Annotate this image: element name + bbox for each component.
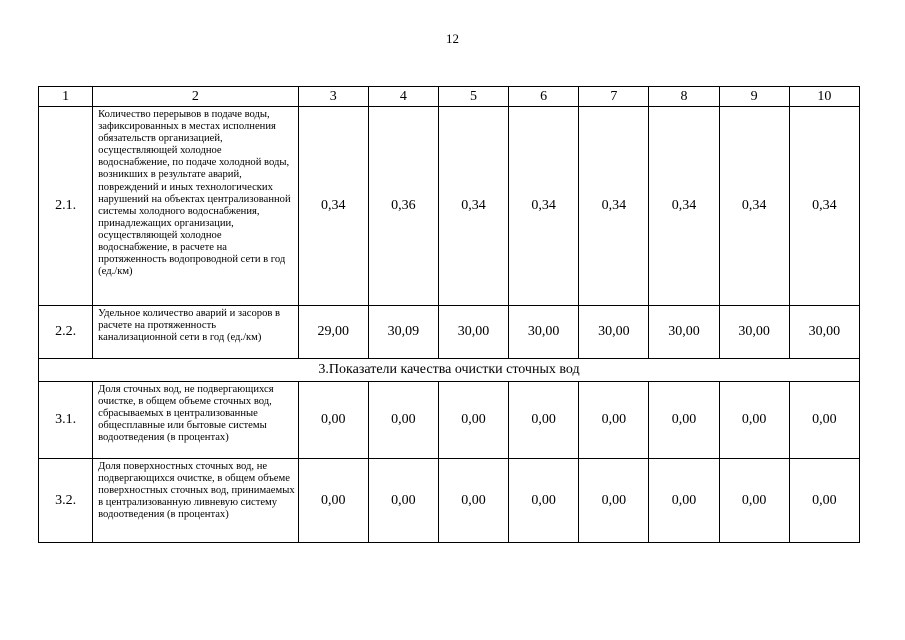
- section-row: [39, 359, 860, 382]
- value-cell: 0,00: [438, 382, 508, 459]
- value-cell: 30,09: [368, 306, 438, 359]
- value-cell: 0,34: [579, 107, 649, 306]
- header-cell: 6: [509, 87, 579, 107]
- value-cell: 0,00: [789, 382, 859, 459]
- value-cell: 0,00: [298, 459, 368, 543]
- row-description: Доля сточных вод, не подвергающихся очистке, в общем объеме сточных вод, сбрасываемых в централизованные общесплавные или бытовые системы водоотведения (в процентах): [93, 382, 299, 459]
- value-cell: 0,00: [719, 459, 789, 543]
- header-cell: 2: [93, 87, 299, 107]
- header-cell: 8: [649, 87, 719, 107]
- table-row: [39, 459, 860, 543]
- value-cell: 0,00: [509, 382, 579, 459]
- value-cell: 0,34: [438, 107, 508, 306]
- indicators-table: [38, 86, 860, 543]
- value-cell: 0,34: [789, 107, 859, 306]
- table-row: [39, 306, 860, 359]
- row-description: Количество перерывов в подаче воды, зафиксированных в местах исполнения обязательств организацией, осуществляющей холодное водоснабжение, по подаче холодной воды, возникших в результате аварий, повреждений и иных технологических нарушений на объектах централизованной системы холодного водоснабжения, принадлежащих организации, осуществляющей холодное водоснабжение, в расчете на протяженность водопроводной сети в год (ед./км): [93, 107, 299, 306]
- value-cell: 0,36: [368, 107, 438, 306]
- value-cell: 30,00: [789, 306, 859, 359]
- value-cell: 30,00: [509, 306, 579, 359]
- value-cell: 0,34: [649, 107, 719, 306]
- section-title: 3.Показатели качества очистки сточных вод: [39, 359, 860, 382]
- header-row: [39, 87, 860, 107]
- row-number: 3.2.: [39, 459, 93, 543]
- value-cell: 0,34: [298, 107, 368, 306]
- row-number: 2.1.: [39, 107, 93, 306]
- value-cell: 0,00: [789, 459, 859, 543]
- value-cell: 0,34: [509, 107, 579, 306]
- value-cell: 0,00: [579, 382, 649, 459]
- header-cell: 1: [39, 87, 93, 107]
- value-cell: 30,00: [438, 306, 508, 359]
- table-row: [39, 382, 860, 459]
- value-cell: 30,00: [579, 306, 649, 359]
- row-description: Удельное количество аварий и засоров в расчете на протяженность канализационной сети в год (ед./км): [93, 306, 299, 359]
- value-cell: 29,00: [298, 306, 368, 359]
- value-cell: 0,34: [719, 107, 789, 306]
- page-number: 12: [446, 31, 459, 46]
- value-cell: 0,00: [579, 459, 649, 543]
- value-cell: 0,00: [719, 382, 789, 459]
- value-cell: 0,00: [298, 382, 368, 459]
- row-number: 2.2.: [39, 306, 93, 359]
- value-cell: 0,00: [649, 382, 719, 459]
- header-cell: 9: [719, 87, 789, 107]
- value-cell: 0,00: [509, 459, 579, 543]
- value-cell: 30,00: [719, 306, 789, 359]
- value-cell: 0,00: [438, 459, 508, 543]
- row-number: 3.1.: [39, 382, 93, 459]
- header-cell: 5: [438, 87, 508, 107]
- value-cell: 0,00: [368, 459, 438, 543]
- header-cell: 10: [789, 87, 859, 107]
- row-description: Доля поверхностных сточных вод, не подвергающихся очистке, в общем объеме поверхностных сточных вод, принимаемых в централизованную ливневую систему водоотведения (в процентах): [93, 459, 299, 543]
- table-row: [39, 107, 860, 306]
- header-cell: 4: [368, 87, 438, 107]
- value-cell: 0,00: [649, 459, 719, 543]
- header-cell: 7: [579, 87, 649, 107]
- header-cell: 3: [298, 87, 368, 107]
- value-cell: 0,00: [368, 382, 438, 459]
- value-cell: 30,00: [649, 306, 719, 359]
